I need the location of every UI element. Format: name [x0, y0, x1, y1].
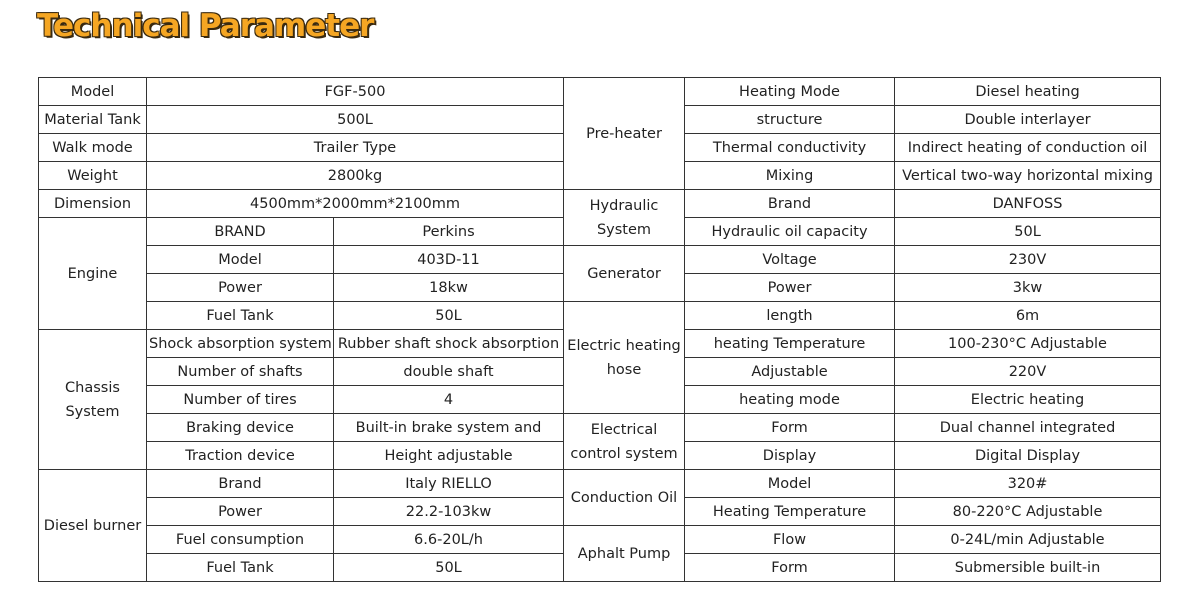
- group-label: Pre-heater: [564, 78, 685, 190]
- param-label: Number of tires: [147, 386, 334, 414]
- param-value: 403D-11: [334, 246, 564, 274]
- param-value: 2800kg: [147, 162, 564, 190]
- group-label: Electrical control system: [564, 414, 685, 470]
- param-label: Display: [685, 442, 895, 470]
- param-value: 6m: [895, 302, 1161, 330]
- param-label: Traction device: [147, 442, 334, 470]
- param-value: 6.6-20L/h: [334, 526, 564, 554]
- group-label: Generator: [564, 246, 685, 302]
- param-label: Adjustable: [685, 358, 895, 386]
- param-value: 220V: [895, 358, 1161, 386]
- group-label: Diesel burner: [39, 470, 147, 582]
- param-label: Walk mode: [39, 134, 147, 162]
- param-label: Form: [685, 414, 895, 442]
- param-value: 320#: [895, 470, 1161, 498]
- group-label: Conduction Oil: [564, 470, 685, 526]
- table-row: [39, 78, 1161, 106]
- param-value: 0-24L/min Adjustable: [895, 526, 1161, 554]
- param-label: structure: [685, 106, 895, 134]
- table-row: [39, 246, 1161, 274]
- param-label: Number of shafts: [147, 358, 334, 386]
- param-value: Dual channel integrated: [895, 414, 1161, 442]
- param-label: Fuel Tank: [147, 554, 334, 582]
- param-value: 50L: [895, 218, 1161, 246]
- group-label: Electric heating hose: [564, 302, 685, 414]
- param-label: Heating Mode: [685, 78, 895, 106]
- table-row: [39, 470, 1161, 498]
- param-label: heating mode: [685, 386, 895, 414]
- param-value: Perkins: [334, 218, 564, 246]
- param-label: Power: [685, 274, 895, 302]
- param-label: Thermal conductivity: [685, 134, 895, 162]
- param-value: 230V: [895, 246, 1161, 274]
- param-label: Mixing: [685, 162, 895, 190]
- param-label: Model: [39, 78, 147, 106]
- param-label: Hydraulic oil capacity: [685, 218, 895, 246]
- table-row: [39, 526, 1161, 554]
- param-label: Weight: [39, 162, 147, 190]
- param-label: Power: [147, 498, 334, 526]
- param-value: Indirect heating of conduction oil: [895, 134, 1161, 162]
- param-value: Vertical two-way horizontal mixing: [895, 162, 1161, 190]
- param-label: length: [685, 302, 895, 330]
- param-value: double shaft: [334, 358, 564, 386]
- param-label: Flow: [685, 526, 895, 554]
- param-value: Digital Display: [895, 442, 1161, 470]
- param-value: 22.2-103kw: [334, 498, 564, 526]
- param-label: Voltage: [685, 246, 895, 274]
- group-label: Chassis System: [39, 330, 147, 470]
- param-value: 3kw: [895, 274, 1161, 302]
- param-value: 50L: [334, 302, 564, 330]
- param-label: Shock absorption system: [147, 330, 334, 358]
- page-title: Technical Parameter: [37, 8, 374, 44]
- param-label: Material Tank: [39, 106, 147, 134]
- group-label: Engine: [39, 218, 147, 330]
- param-value: 50L: [334, 554, 564, 582]
- param-value: 4500mm*2000mm*2100mm: [147, 190, 564, 218]
- param-label: BRAND: [147, 218, 334, 246]
- group-label: Hydraulic System: [564, 190, 685, 246]
- param-label: Model: [685, 470, 895, 498]
- param-value: 4: [334, 386, 564, 414]
- param-label: Form: [685, 554, 895, 582]
- param-label: Braking device: [147, 414, 334, 442]
- param-value: 80-220°C Adjustable: [895, 498, 1161, 526]
- table-row: [39, 302, 1161, 330]
- param-value: FGF-500: [147, 78, 564, 106]
- param-label: heating Temperature: [685, 330, 895, 358]
- param-value: Built-in brake system and: [334, 414, 564, 442]
- param-value: 18kw: [334, 274, 564, 302]
- table-row: [39, 414, 1161, 442]
- table-row: [39, 190, 1161, 218]
- param-label: Brand: [685, 190, 895, 218]
- param-value: 500L: [147, 106, 564, 134]
- param-label: Fuel Tank: [147, 302, 334, 330]
- param-value: 100-230°C Adjustable: [895, 330, 1161, 358]
- param-value: Diesel heating: [895, 78, 1161, 106]
- param-value: Trailer Type: [147, 134, 564, 162]
- param-label: Model: [147, 246, 334, 274]
- spec-table: [38, 77, 1161, 582]
- param-value: Electric heating: [895, 386, 1161, 414]
- param-value: Double interlayer: [895, 106, 1161, 134]
- param-value: Height adjustable: [334, 442, 564, 470]
- param-value: DANFOSS: [895, 190, 1161, 218]
- param-value: Rubber shaft shock absorption: [334, 330, 564, 358]
- param-label: Power: [147, 274, 334, 302]
- param-label: Heating Temperature: [685, 498, 895, 526]
- param-value: Submersible built-in: [895, 554, 1161, 582]
- param-label: Brand: [147, 470, 334, 498]
- param-label: Dimension: [39, 190, 147, 218]
- param-value: Italy RIELLO: [334, 470, 564, 498]
- group-label: Aphalt Pump: [564, 526, 685, 582]
- param-label: Fuel consumption: [147, 526, 334, 554]
